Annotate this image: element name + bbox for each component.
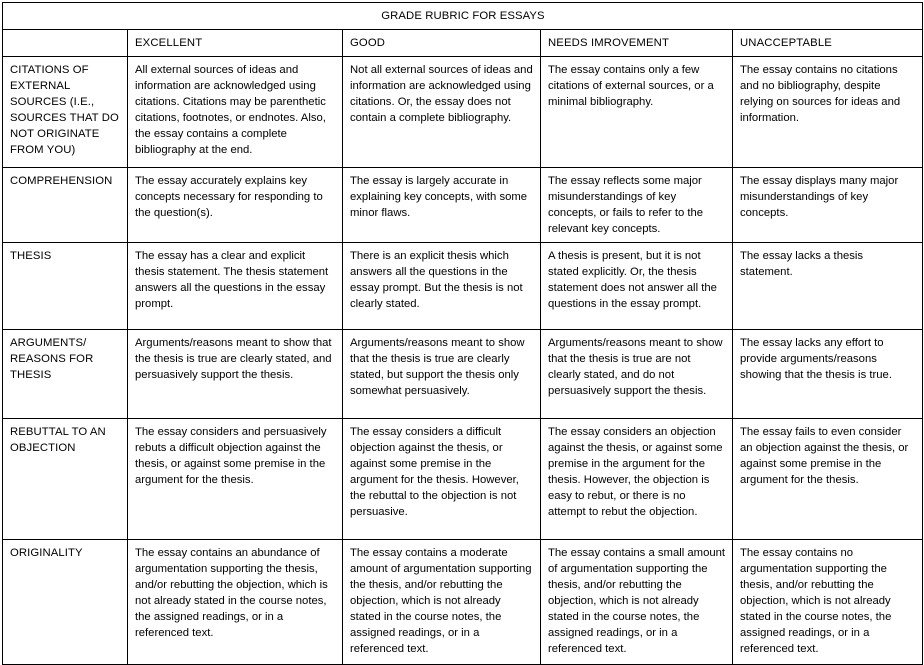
cell-arguments-needs-improvement: Arguments/reasons meant to show that the thesis is true are not clearly stated, and do not persuasively support the thesis.	[541, 330, 733, 419]
document-title: GRADE RUBRIC FOR ESSAYS	[3, 3, 923, 30]
cell-comprehension-excellent: The essay accurately explains key concepts necessary for responding to the question(s).	[128, 168, 343, 243]
cell-originality-needs-improvement: The essay contains a small amount of argumentation supporting the thesis, and/or rebutting the objection, which is not already stated in the course notes, the assigned readings, or in a referenced text.	[541, 540, 733, 665]
table-row	[3, 168, 923, 243]
criterion-label-citations: CITATIONS OF EXTERNAL SOURCES (I.E., SOURCES THAT DO NOT ORIGINATE FROM YOU)	[3, 57, 128, 168]
cell-arguments-unacceptable: The essay lacks any effort to provide arguments/reasons showing that the thesis is true.	[733, 330, 923, 419]
column-header-row	[3, 30, 923, 57]
cell-rebuttal-excellent: The essay considers and persuasively rebuts a difficult objection against the thesis, or against some premise in the argument for the thesis.	[128, 419, 343, 540]
cell-originality-good: The essay contains a moderate amount of argumentation supporting the thesis, and/or rebutting the objection, which is not already stated in the course notes, the assigned readings, or in a referenced text.	[343, 540, 541, 665]
rubric-page	[0, 2, 924, 656]
cell-arguments-good: Arguments/reasons meant to show that the thesis is true are clearly stated, but support the thesis only somewhat persuasively.	[343, 330, 541, 419]
cell-citations-needs-improvement: The essay contains only a few citations of external sources, or a minimal bibliography.	[541, 57, 733, 168]
title-row	[3, 3, 923, 30]
cell-rebuttal-good: The essay considers a difficult objection against the thesis, or against some premise in the argument for the thesis. However, the rebuttal to the objection is not persuasive.	[343, 419, 541, 540]
table-row	[3, 540, 923, 665]
table-row	[3, 419, 923, 540]
cell-citations-good: Not all external sources of ideas and information are acknowledged using citations. Or, the essay does not contain a complete bibliography.	[343, 57, 541, 168]
table-row	[3, 330, 923, 419]
cell-thesis-needs-improvement: A thesis is present, but it is not stated explicitly. Or, the thesis statement does not answer all the questions in the essay prompt.	[541, 243, 733, 330]
cell-originality-unacceptable: The essay contains no argumentation supporting the thesis, and/or rebutting the objection, which is not already stated in the course notes, the assigned readings, or in a referenced text.	[733, 540, 923, 665]
cell-originality-excellent: The essay contains an abundance of argumentation supporting the thesis, and/or rebutting the objection, which is not already stated in the course notes, the assigned readings, or in a referenced text.	[128, 540, 343, 665]
criterion-label-rebuttal: REBUTTAL TO AN OBJECTION	[3, 419, 128, 540]
criterion-label-comprehension: COMPREHENSION	[3, 168, 128, 243]
criterion-label-arguments: ARGUMENTS/ REASONS FOR THESIS	[3, 330, 128, 419]
cell-thesis-unacceptable: The essay lacks a thesis statement.	[733, 243, 923, 330]
cell-citations-excellent: All external sources of ideas and information are acknowledged using citations. Citations may be parenthetic citations, footnotes, or endnotes. Also, the essay contains a complete bibliography at the end.	[128, 57, 343, 168]
corner-cell	[3, 30, 128, 57]
cell-comprehension-needs-improvement: The essay reflects some major misunderstandings of key concepts, or fails to refer to the relevant key concepts.	[541, 168, 733, 243]
cell-thesis-excellent: The essay has a clear and explicit thesis statement. The thesis statement answers all the questions in the essay prompt.	[128, 243, 343, 330]
cell-thesis-good: There is an explicit thesis which answers all the questions in the essay prompt. But the thesis is not clearly stated.	[343, 243, 541, 330]
column-header-good: GOOD	[343, 30, 541, 57]
criterion-label-originality: ORIGINALITY	[3, 540, 128, 665]
table-row	[3, 243, 923, 330]
column-header-needs-improvement: NEEDS IMROVEMENT	[541, 30, 733, 57]
column-header-excellent: EXCELLENT	[128, 30, 343, 57]
criterion-label-thesis: THESIS	[3, 243, 128, 330]
cell-rebuttal-needs-improvement: The essay considers an objection against the thesis, or against some premise in the argument for the thesis. However, the objection is easy to rebut, or there is no attempt to rebut the objection.	[541, 419, 733, 540]
cell-rebuttal-unacceptable: The essay fails to even consider an objection against the thesis, or against some premise in the argument for the thesis.	[733, 419, 923, 540]
cell-comprehension-good: The essay is largely accurate in explaining key concepts, with some minor flaws.	[343, 168, 541, 243]
column-header-unacceptable: UNACCEPTABLE	[733, 30, 923, 57]
cell-comprehension-unacceptable: The essay displays many major misunderstandings of key concepts.	[733, 168, 923, 243]
cell-arguments-excellent: Arguments/reasons meant to show that the thesis is true are clearly stated, and persuasively support the thesis.	[128, 330, 343, 419]
grade-rubric-table	[2, 2, 923, 665]
table-row	[3, 57, 923, 168]
cell-citations-unacceptable: The essay contains no citations and no bibliography, despite relying on sources for ideas and information.	[733, 57, 923, 168]
